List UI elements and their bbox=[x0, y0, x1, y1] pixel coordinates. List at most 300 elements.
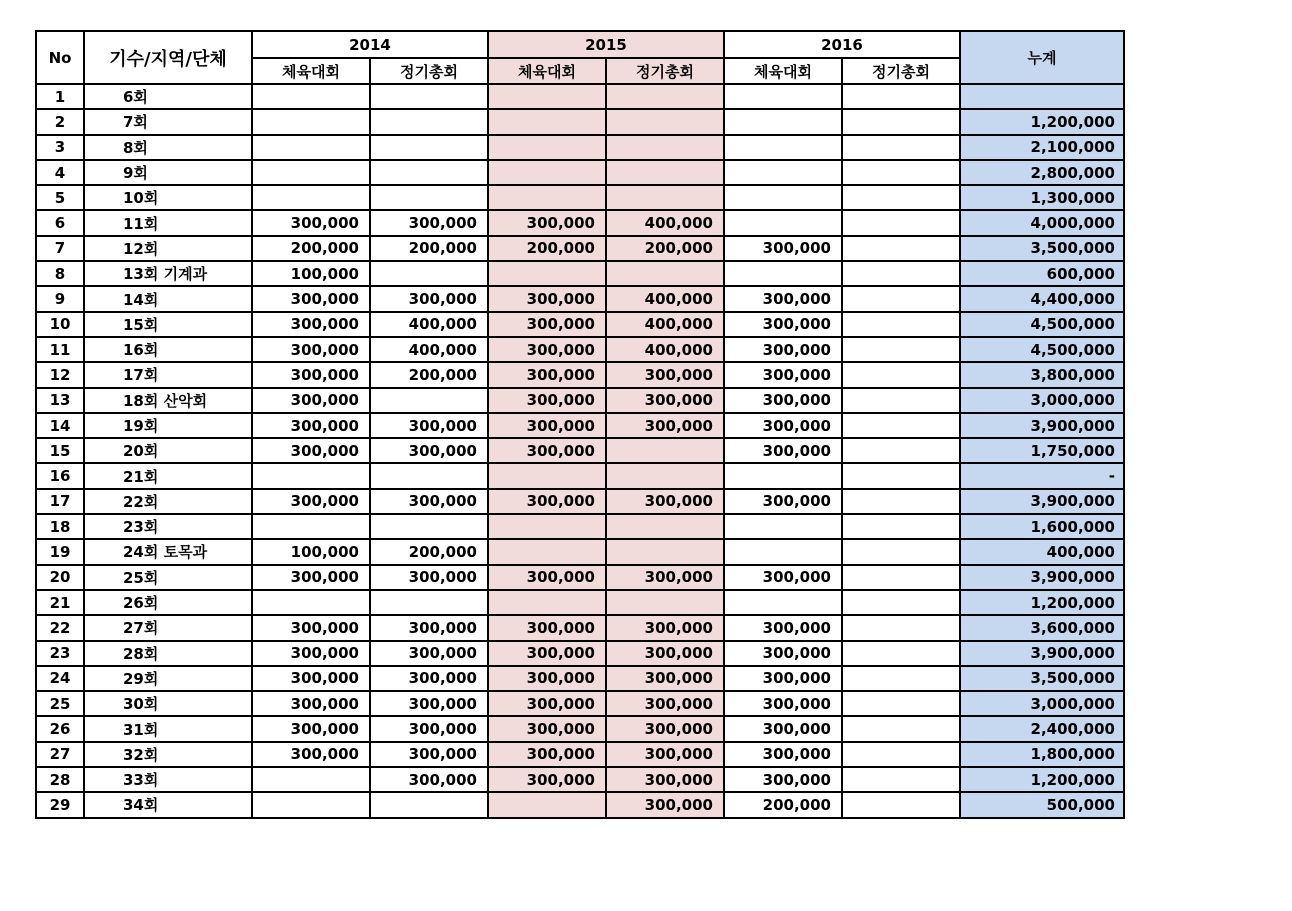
table-row bbox=[36, 666, 1124, 691]
cell-value bbox=[842, 337, 960, 362]
cell-value: 300,000 bbox=[606, 691, 724, 716]
cell-value bbox=[842, 362, 960, 387]
cell-value: 400,000 bbox=[370, 337, 488, 362]
cell-value bbox=[724, 261, 842, 286]
cell-name: 26회 bbox=[84, 590, 252, 615]
cell-value bbox=[488, 514, 606, 539]
cell-no: 18 bbox=[36, 514, 84, 539]
cell-name: 15회 bbox=[84, 312, 252, 337]
cell-name: 20회 bbox=[84, 438, 252, 463]
cell-no: 4 bbox=[36, 160, 84, 185]
cell-value: 300,000 bbox=[724, 312, 842, 337]
cell-value bbox=[370, 792, 488, 817]
cell-value bbox=[252, 84, 370, 109]
cell-value: 300,000 bbox=[252, 641, 370, 666]
cell-value bbox=[606, 84, 724, 109]
cell-value bbox=[606, 514, 724, 539]
table-row bbox=[36, 590, 1124, 615]
cell-value: 300,000 bbox=[370, 767, 488, 792]
cell-value bbox=[724, 160, 842, 185]
cell-no: 16 bbox=[36, 463, 84, 488]
cell-value bbox=[724, 109, 842, 134]
cell-value bbox=[842, 210, 960, 235]
header-sub-meeting: 정기총회 bbox=[370, 58, 488, 84]
cell-value: 300,000 bbox=[370, 716, 488, 741]
table-row bbox=[36, 185, 1124, 210]
cell-value: 300,000 bbox=[252, 388, 370, 413]
cell-value bbox=[606, 109, 724, 134]
table-row bbox=[36, 742, 1124, 767]
cell-value bbox=[842, 691, 960, 716]
cell-value bbox=[842, 792, 960, 817]
cell-value bbox=[252, 792, 370, 817]
cell-name: 17회 bbox=[84, 362, 252, 387]
cell-value: 200,000 bbox=[370, 236, 488, 261]
cell-value: 300,000 bbox=[488, 413, 606, 438]
cell-value bbox=[606, 539, 724, 564]
cell-value: 300,000 bbox=[606, 615, 724, 640]
cell-value bbox=[842, 615, 960, 640]
cell-total: 1,200,000 bbox=[960, 590, 1124, 615]
cell-name: 31회 bbox=[84, 716, 252, 741]
cell-value: 300,000 bbox=[606, 716, 724, 741]
cell-value: 300,000 bbox=[370, 489, 488, 514]
cell-value bbox=[842, 109, 960, 134]
cell-total: 3,800,000 bbox=[960, 362, 1124, 387]
table-row bbox=[36, 514, 1124, 539]
cell-no: 14 bbox=[36, 413, 84, 438]
cell-value: 400,000 bbox=[606, 337, 724, 362]
cell-value bbox=[488, 185, 606, 210]
cell-total: 3,900,000 bbox=[960, 413, 1124, 438]
cell-value bbox=[842, 185, 960, 210]
cell-value bbox=[488, 160, 606, 185]
cell-total: 1,750,000 bbox=[960, 438, 1124, 463]
header-sub-sports: 체육대회 bbox=[724, 58, 842, 84]
cell-value: 300,000 bbox=[724, 337, 842, 362]
table-row bbox=[36, 236, 1124, 261]
cell-value: 300,000 bbox=[252, 337, 370, 362]
cell-no: 29 bbox=[36, 792, 84, 817]
cell-value bbox=[606, 135, 724, 160]
cell-name: 19회 bbox=[84, 413, 252, 438]
table-row bbox=[36, 109, 1124, 134]
cell-name: 32회 bbox=[84, 742, 252, 767]
cell-value: 300,000 bbox=[724, 641, 842, 666]
cell-total: 3,000,000 bbox=[960, 691, 1124, 716]
header-sub-meeting: 정기총회 bbox=[842, 58, 960, 84]
cell-total: 3,000,000 bbox=[960, 388, 1124, 413]
cell-value: 300,000 bbox=[488, 691, 606, 716]
header-sub-sports: 체육대회 bbox=[252, 58, 370, 84]
cell-value: 200,000 bbox=[488, 236, 606, 261]
cell-value: 300,000 bbox=[252, 565, 370, 590]
cell-value: 300,000 bbox=[606, 641, 724, 666]
header-row-years bbox=[36, 31, 1124, 58]
cell-value bbox=[842, 84, 960, 109]
cell-value: 300,000 bbox=[724, 691, 842, 716]
cell-value: 300,000 bbox=[370, 210, 488, 235]
cell-value: 300,000 bbox=[724, 767, 842, 792]
table-row bbox=[36, 641, 1124, 666]
cell-value bbox=[606, 261, 724, 286]
cell-value: 300,000 bbox=[606, 388, 724, 413]
cell-total: 500,000 bbox=[960, 792, 1124, 817]
cell-value: 200,000 bbox=[606, 236, 724, 261]
cell-value: 300,000 bbox=[488, 362, 606, 387]
cell-name: 9회 bbox=[84, 160, 252, 185]
cell-value: 400,000 bbox=[606, 210, 724, 235]
cell-no: 17 bbox=[36, 489, 84, 514]
cell-value bbox=[252, 767, 370, 792]
cell-value bbox=[842, 716, 960, 741]
cell-name: 28회 bbox=[84, 641, 252, 666]
cell-value: 300,000 bbox=[488, 666, 606, 691]
cell-name: 12회 bbox=[84, 236, 252, 261]
cell-total: 1,800,000 bbox=[960, 742, 1124, 767]
cell-value: 300,000 bbox=[370, 742, 488, 767]
table-row bbox=[36, 337, 1124, 362]
cell-value: 300,000 bbox=[488, 716, 606, 741]
table-row bbox=[36, 210, 1124, 235]
cell-value: 300,000 bbox=[724, 236, 842, 261]
cell-value bbox=[724, 539, 842, 564]
cell-value bbox=[606, 590, 724, 615]
cell-value: 300,000 bbox=[724, 615, 842, 640]
cell-no: 9 bbox=[36, 286, 84, 311]
cell-value: 300,000 bbox=[606, 489, 724, 514]
cell-value: 300,000 bbox=[724, 742, 842, 767]
cell-value bbox=[252, 185, 370, 210]
cell-value bbox=[488, 792, 606, 817]
cell-name: 6회 bbox=[84, 84, 252, 109]
table-row bbox=[36, 565, 1124, 590]
cell-no: 5 bbox=[36, 185, 84, 210]
cell-no: 23 bbox=[36, 641, 84, 666]
cell-value bbox=[370, 109, 488, 134]
cell-total: 2,400,000 bbox=[960, 716, 1124, 741]
cell-total: 1,200,000 bbox=[960, 109, 1124, 134]
cell-no: 27 bbox=[36, 742, 84, 767]
cell-value bbox=[488, 590, 606, 615]
cell-value: 300,000 bbox=[724, 565, 842, 590]
cell-value: 300,000 bbox=[488, 767, 606, 792]
cell-value bbox=[842, 767, 960, 792]
cell-name: 33회 bbox=[84, 767, 252, 792]
cell-value bbox=[724, 135, 842, 160]
cell-name: 34회 bbox=[84, 792, 252, 817]
cell-name: 14회 bbox=[84, 286, 252, 311]
cell-value: 300,000 bbox=[370, 565, 488, 590]
cell-total: 2,800,000 bbox=[960, 160, 1124, 185]
cell-value: 300,000 bbox=[252, 742, 370, 767]
cell-value: 300,000 bbox=[252, 666, 370, 691]
table-body bbox=[36, 84, 1124, 818]
cell-total: 3,600,000 bbox=[960, 615, 1124, 640]
cell-no: 3 bbox=[36, 135, 84, 160]
table-row bbox=[36, 489, 1124, 514]
cell-value: 300,000 bbox=[724, 666, 842, 691]
cell-value bbox=[842, 565, 960, 590]
cell-value: 200,000 bbox=[370, 362, 488, 387]
cell-value bbox=[842, 539, 960, 564]
cell-value bbox=[252, 463, 370, 488]
table-row bbox=[36, 438, 1124, 463]
cell-value: 300,000 bbox=[370, 413, 488, 438]
cell-no: 10 bbox=[36, 312, 84, 337]
cell-value bbox=[724, 210, 842, 235]
cell-no: 11 bbox=[36, 337, 84, 362]
cell-value: 300,000 bbox=[724, 438, 842, 463]
cell-name: 18회 산악회 bbox=[84, 388, 252, 413]
cell-value: 300,000 bbox=[252, 312, 370, 337]
cell-no: 6 bbox=[36, 210, 84, 235]
cell-value: 300,000 bbox=[606, 565, 724, 590]
cell-value bbox=[842, 463, 960, 488]
cell-value bbox=[488, 261, 606, 286]
cell-value bbox=[842, 641, 960, 666]
cell-name: 27회 bbox=[84, 615, 252, 640]
cell-value bbox=[606, 160, 724, 185]
cell-total: 1,600,000 bbox=[960, 514, 1124, 539]
cell-value bbox=[488, 135, 606, 160]
cell-value bbox=[842, 135, 960, 160]
table-row bbox=[36, 792, 1124, 817]
contribution-table bbox=[35, 30, 1125, 819]
cell-value: 300,000 bbox=[370, 438, 488, 463]
cell-value: 200,000 bbox=[370, 539, 488, 564]
header-sub-sports: 체육대회 bbox=[488, 58, 606, 84]
cell-value bbox=[370, 185, 488, 210]
table-row bbox=[36, 286, 1124, 311]
cell-value: 300,000 bbox=[724, 362, 842, 387]
header-sub-meeting: 정기총회 bbox=[606, 58, 724, 84]
cell-total: 3,500,000 bbox=[960, 236, 1124, 261]
cell-value: 100,000 bbox=[252, 539, 370, 564]
cell-value bbox=[252, 160, 370, 185]
table-row bbox=[36, 84, 1124, 109]
cell-value: 300,000 bbox=[252, 438, 370, 463]
cell-value bbox=[488, 109, 606, 134]
cell-name: 11회 bbox=[84, 210, 252, 235]
cell-value: 300,000 bbox=[606, 742, 724, 767]
cell-value bbox=[842, 261, 960, 286]
cell-value: 300,000 bbox=[488, 286, 606, 311]
cell-total: 600,000 bbox=[960, 261, 1124, 286]
cell-value bbox=[370, 160, 488, 185]
cell-no: 19 bbox=[36, 539, 84, 564]
header-total: 누계 bbox=[960, 31, 1124, 84]
cell-value: 300,000 bbox=[370, 615, 488, 640]
header-year-2014: 2014 bbox=[252, 31, 488, 58]
table-row bbox=[36, 539, 1124, 564]
cell-name: 10회 bbox=[84, 185, 252, 210]
cell-value bbox=[370, 388, 488, 413]
cell-name: 16회 bbox=[84, 337, 252, 362]
cell-value: 300,000 bbox=[488, 337, 606, 362]
cell-total: 3,900,000 bbox=[960, 641, 1124, 666]
cell-value bbox=[724, 590, 842, 615]
cell-value bbox=[252, 109, 370, 134]
cell-name: 22회 bbox=[84, 489, 252, 514]
cell-no: 20 bbox=[36, 565, 84, 590]
cell-total: 4,500,000 bbox=[960, 337, 1124, 362]
cell-value: 300,000 bbox=[724, 413, 842, 438]
cell-value bbox=[252, 590, 370, 615]
cell-value: 200,000 bbox=[252, 236, 370, 261]
cell-value: 300,000 bbox=[252, 691, 370, 716]
cell-value: 300,000 bbox=[488, 565, 606, 590]
cell-total: - bbox=[960, 463, 1124, 488]
cell-no: 24 bbox=[36, 666, 84, 691]
cell-value: 400,000 bbox=[606, 286, 724, 311]
cell-value bbox=[606, 438, 724, 463]
cell-value bbox=[724, 84, 842, 109]
cell-value bbox=[842, 286, 960, 311]
cell-value bbox=[252, 514, 370, 539]
cell-value: 300,000 bbox=[724, 489, 842, 514]
cell-value bbox=[606, 463, 724, 488]
cell-no: 26 bbox=[36, 716, 84, 741]
cell-value bbox=[252, 135, 370, 160]
cell-value: 300,000 bbox=[488, 388, 606, 413]
table-row bbox=[36, 362, 1124, 387]
cell-value: 300,000 bbox=[606, 792, 724, 817]
cell-value bbox=[370, 135, 488, 160]
table-row bbox=[36, 312, 1124, 337]
cell-value bbox=[606, 185, 724, 210]
cell-name: 30회 bbox=[84, 691, 252, 716]
cell-value bbox=[370, 84, 488, 109]
cell-value: 300,000 bbox=[370, 691, 488, 716]
cell-value bbox=[724, 463, 842, 488]
table-row bbox=[36, 691, 1124, 716]
cell-value bbox=[370, 463, 488, 488]
table-row bbox=[36, 463, 1124, 488]
table-row bbox=[36, 615, 1124, 640]
cell-name: 23회 bbox=[84, 514, 252, 539]
cell-value: 300,000 bbox=[252, 615, 370, 640]
header-year-2016: 2016 bbox=[724, 31, 960, 58]
cell-no: 15 bbox=[36, 438, 84, 463]
cell-value: 300,000 bbox=[488, 641, 606, 666]
cell-value: 300,000 bbox=[724, 388, 842, 413]
cell-value bbox=[370, 590, 488, 615]
cell-value: 300,000 bbox=[606, 767, 724, 792]
cell-value: 300,000 bbox=[252, 489, 370, 514]
cell-value: 300,000 bbox=[488, 489, 606, 514]
cell-no: 12 bbox=[36, 362, 84, 387]
cell-name: 8회 bbox=[84, 135, 252, 160]
cell-value bbox=[842, 160, 960, 185]
cell-value: 300,000 bbox=[252, 210, 370, 235]
cell-no: 13 bbox=[36, 388, 84, 413]
cell-no: 8 bbox=[36, 261, 84, 286]
cell-value: 300,000 bbox=[606, 362, 724, 387]
header-name: 기수/지역/단체 bbox=[84, 31, 252, 84]
cell-value bbox=[842, 590, 960, 615]
cell-no: 1 bbox=[36, 84, 84, 109]
header-no: No bbox=[36, 31, 84, 84]
cell-value bbox=[488, 539, 606, 564]
table-row bbox=[36, 261, 1124, 286]
cell-total: 4,000,000 bbox=[960, 210, 1124, 235]
cell-value: 400,000 bbox=[370, 312, 488, 337]
cell-name: 13회 기계과 bbox=[84, 261, 252, 286]
cell-value bbox=[842, 438, 960, 463]
cell-total: 3,900,000 bbox=[960, 565, 1124, 590]
cell-value: 300,000 bbox=[252, 413, 370, 438]
cell-value: 300,000 bbox=[488, 438, 606, 463]
cell-value: 300,000 bbox=[252, 362, 370, 387]
cell-value bbox=[842, 489, 960, 514]
cell-value bbox=[370, 261, 488, 286]
table-row bbox=[36, 716, 1124, 741]
cell-no: 2 bbox=[36, 109, 84, 134]
table-row bbox=[36, 135, 1124, 160]
table-row bbox=[36, 388, 1124, 413]
cell-no: 21 bbox=[36, 590, 84, 615]
cell-value bbox=[842, 413, 960, 438]
cell-no: 28 bbox=[36, 767, 84, 792]
cell-value bbox=[842, 514, 960, 539]
table-row bbox=[36, 160, 1124, 185]
cell-total: 400,000 bbox=[960, 539, 1124, 564]
cell-value bbox=[724, 185, 842, 210]
cell-name: 24회 토목과 bbox=[84, 539, 252, 564]
cell-value: 300,000 bbox=[370, 666, 488, 691]
cell-value: 100,000 bbox=[252, 261, 370, 286]
cell-value bbox=[842, 236, 960, 261]
cell-value: 300,000 bbox=[488, 312, 606, 337]
cell-value bbox=[488, 84, 606, 109]
cell-total: 1,300,000 bbox=[960, 185, 1124, 210]
cell-value: 400,000 bbox=[606, 312, 724, 337]
cell-total bbox=[960, 84, 1124, 109]
cell-value: 300,000 bbox=[488, 615, 606, 640]
cell-total: 4,500,000 bbox=[960, 312, 1124, 337]
cell-value bbox=[842, 666, 960, 691]
cell-no: 25 bbox=[36, 691, 84, 716]
cell-value: 300,000 bbox=[370, 286, 488, 311]
cell-value: 300,000 bbox=[606, 666, 724, 691]
cell-value: 300,000 bbox=[370, 641, 488, 666]
cell-value bbox=[842, 388, 960, 413]
cell-total: 2,100,000 bbox=[960, 135, 1124, 160]
header-year-2015: 2015 bbox=[488, 31, 724, 58]
cell-total: 3,500,000 bbox=[960, 666, 1124, 691]
cell-no: 22 bbox=[36, 615, 84, 640]
cell-value: 300,000 bbox=[606, 413, 724, 438]
cell-value bbox=[842, 742, 960, 767]
cell-total: 1,200,000 bbox=[960, 767, 1124, 792]
cell-value: 300,000 bbox=[488, 742, 606, 767]
cell-name: 7회 bbox=[84, 109, 252, 134]
cell-no: 7 bbox=[36, 236, 84, 261]
cell-value: 300,000 bbox=[488, 210, 606, 235]
cell-value bbox=[842, 312, 960, 337]
cell-total: 3,900,000 bbox=[960, 489, 1124, 514]
cell-total: 4,400,000 bbox=[960, 286, 1124, 311]
table-row bbox=[36, 767, 1124, 792]
table-row bbox=[36, 413, 1124, 438]
cell-value bbox=[724, 514, 842, 539]
cell-value: 300,000 bbox=[252, 286, 370, 311]
cell-value: 300,000 bbox=[724, 716, 842, 741]
cell-value: 200,000 bbox=[724, 792, 842, 817]
cell-value bbox=[370, 514, 488, 539]
cell-value: 300,000 bbox=[252, 716, 370, 741]
